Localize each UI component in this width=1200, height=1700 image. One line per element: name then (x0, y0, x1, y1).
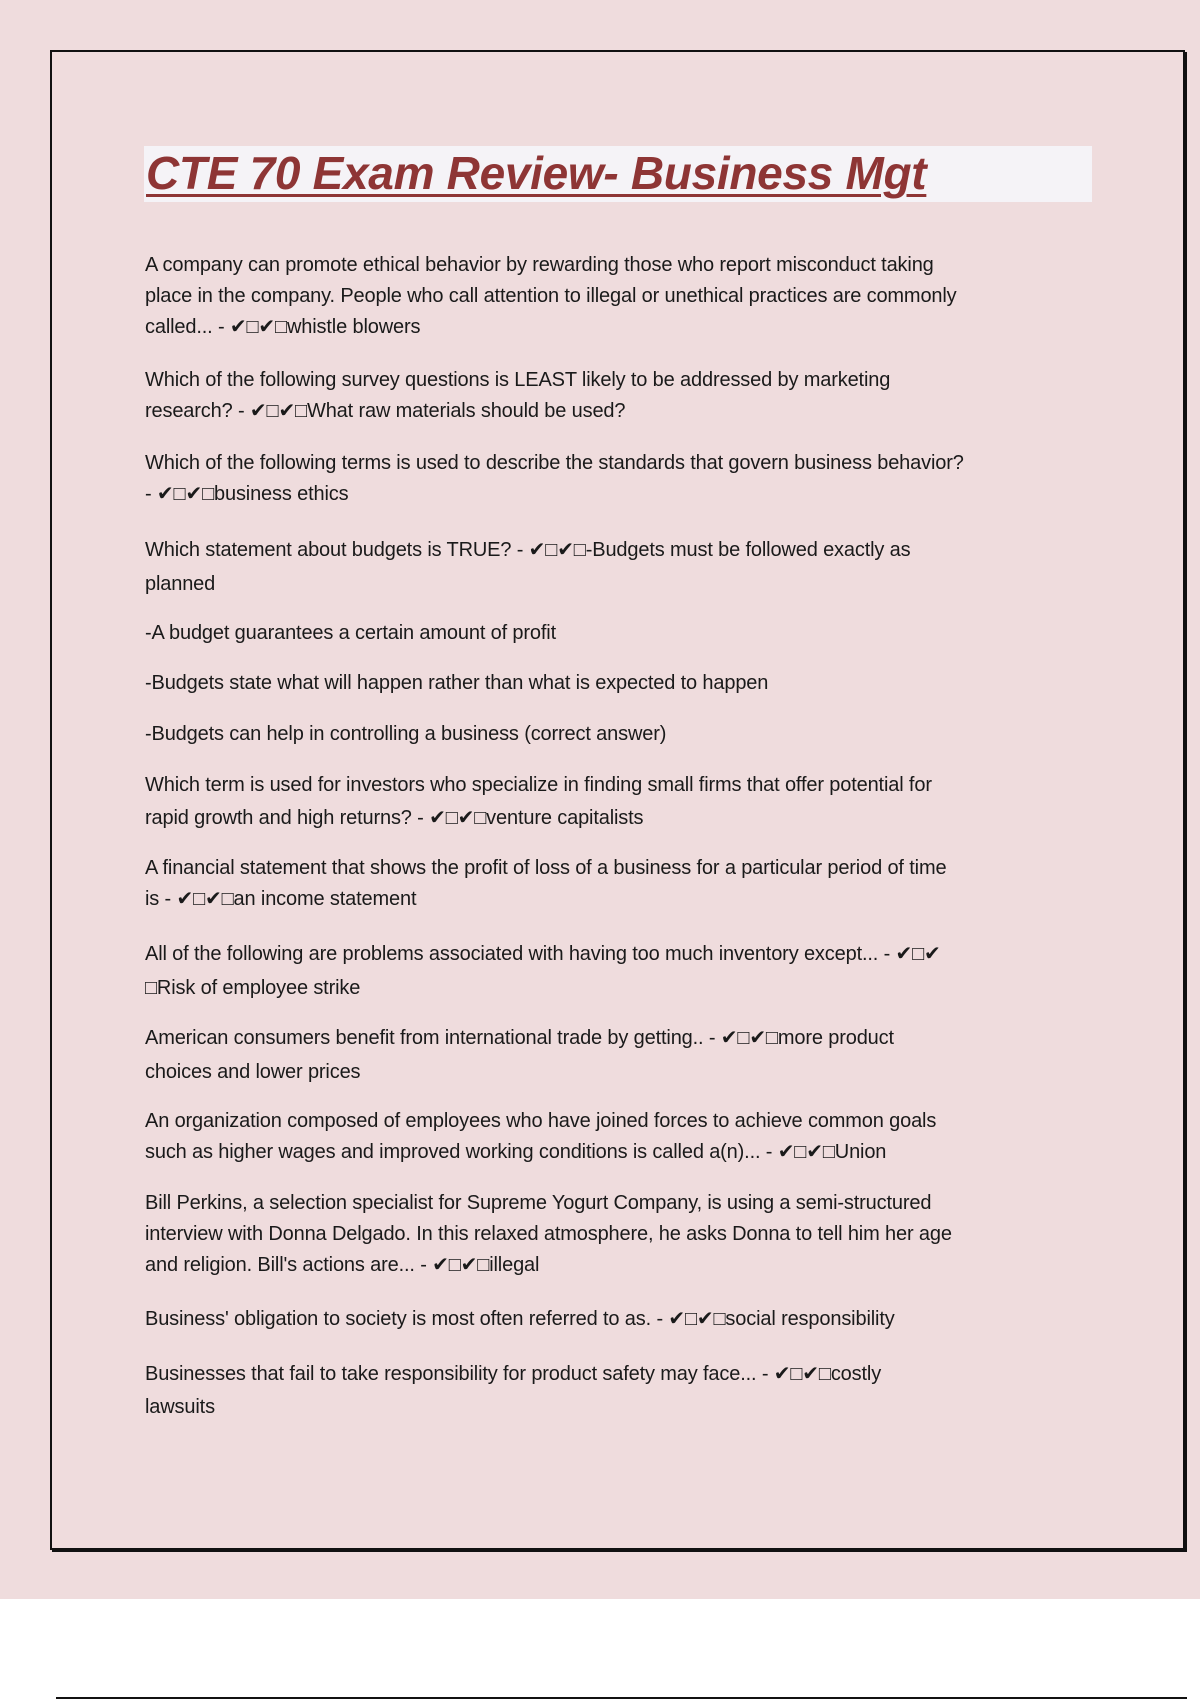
question-paragraph: A company can promote ethical behavior by rewarding those who report misconduct taking place in the company. People who call attention to illegal or unethical practices are commonly called... - ✔□✔□whistle blowers (145, 254, 957, 338)
answer-option: -Budgets state what will happen rather than what is expected to happen (145, 672, 769, 694)
question-paragraph: Bill Perkins, a selection specialist for Supreme Yogurt Company, is using a semi-structured interview with Donna Delgado. In this relaxed atmosphere, he asks Donna to tell him her age and religion. Bill's actions are... - ✔□✔□illegal (145, 1192, 952, 1276)
document-title: CTE 70 Exam Review- Business Mgt (146, 147, 927, 199)
question-paragraph: American consumers benefit from international trade by getting.. - ✔□✔□more product choices and lower prices (145, 1027, 894, 1083)
question-paragraph: An organization composed of employees who have joined forces to achieve common goals such as higher wages and improved working conditions is called a(n)... - ✔□✔□Union (145, 1110, 937, 1163)
question-paragraph: Which of the following survey questions is LEAST likely to be addressed by marketing research? - ✔□✔□What raw materials should be used? (145, 369, 891, 422)
question-paragraph: Which of the following terms is used to describe the standards that govern business behavior? - ✔□✔□business ethics (145, 452, 964, 505)
question-paragraph: A financial statement that shows the profit of loss of a business for a particular period of time is - ✔□✔□an income statement (145, 857, 947, 910)
answer-option: -A budget guarantees a certain amount of profit (145, 622, 556, 644)
next-page-border (56, 1697, 1187, 1699)
question-paragraph: Which term is used for investors who specialize in finding small firms that offer potential for rapid growth and high returns? - ✔□✔□venture capitalists (145, 774, 932, 829)
question-paragraph: All of the following are problems associated with having too much inventory except... - ✔□✔ □Risk of employee strike (145, 943, 941, 999)
question-paragraph: Businesses that fail to take responsibility for product safety may face... - ✔□✔□costly lawsuits (145, 1363, 882, 1418)
answer-option: -Budgets can help in controlling a business (correct answer) (145, 723, 667, 745)
question-paragraph: Which statement about budgets is TRUE? - ✔□✔□-Budgets must be followed exactly as planned (145, 539, 911, 595)
question-paragraph: Business' obligation to society is most often referred to as. - ✔□✔□social responsibility (145, 1308, 895, 1330)
